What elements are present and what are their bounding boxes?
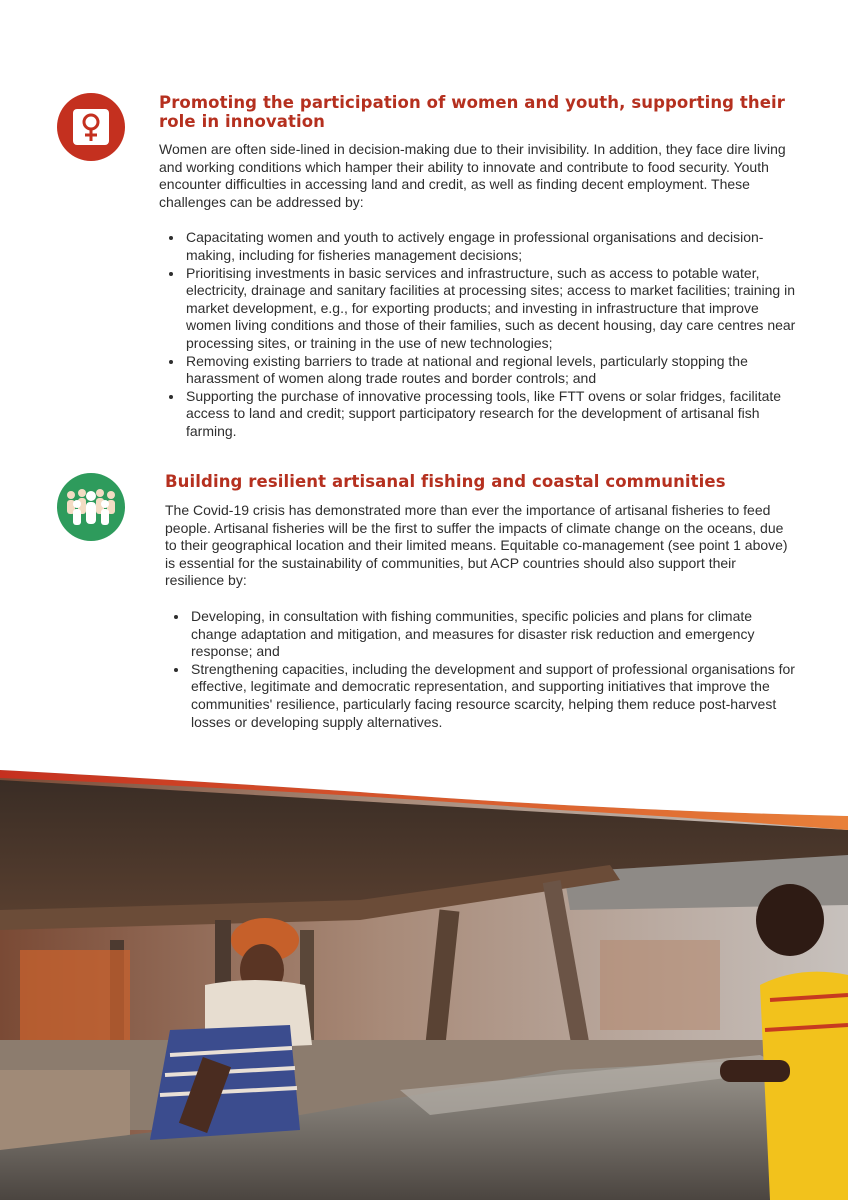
section-intro: The Covid-19 crisis has demonstrated more than ever the importance of artisanal fisheries to feed people. Artisanal fisheries will be the first to suffer the impacts of climate change on the oceans, due to their geographical location and their limited means. Equitable co-management (see point 1 above) is essential for the sustainability of communities, but ACP countries should also support their resilience by: [165,502,788,589]
list-item: • Capacitating women and youth to actively engage in professional organisations and decision-making, including for fisheries management decisions; [184,229,799,264]
section-intro: Women are often side-lined in decision-making due to their invisibility. In addition, they face dire living and working conditions which hamper their ability to innovate and contribute to food security. Youth encounter difficulties in accessing land and credit, as well as finding decent employment. These challenges can be addressed by: [159,141,786,210]
section-heading: Promoting the participation of women and youth, supporting their role in innovation [159,93,786,131]
list-item: • Supporting the purchase of innovative processing tools, like FTT ovens or solar fridges, facilitate access to land and credit; support participatory research for the development of artisanal fish farming. [184,388,799,441]
community-people-icon [57,473,125,541]
fish-processing-photo [0,770,848,1200]
bullet-list [165,608,795,731]
list-item: • Strengthening capacities, including the development and support of professional organisations for effective, legitimate and democratic representation, and supporting initiatives that improve the communities' resilience, particularly facing resource scarcity, helping them reduce post-harvest losses or developing supply alternatives. [189,661,795,731]
list-item: • Prioritising investments in basic services and infrastructure, such as access to potable water, electricity, drainage and sanitary facilities at processing sites; access to market facilities; training in market development, e.g., for exporting products; and investing in infrastructure that improve women living conditions and those of their families, such as decent housing, day care centres near processing sites, or training in the use of new technologies; [184,265,799,353]
section-body [165,502,795,731]
section-heading: Building resilient artisanal fishing and coastal communities [165,472,726,491]
list-item: • Developing, in consultation with fishing communities, specific policies and plans for climate change adaptation and mitigation, and measures for disaster risk reduction and emergency response; and [189,608,795,661]
list-item: • Removing existing barriers to trade at national and regional levels, particularly stopping the harassment of women along trade routes and border controls; and [184,353,799,388]
